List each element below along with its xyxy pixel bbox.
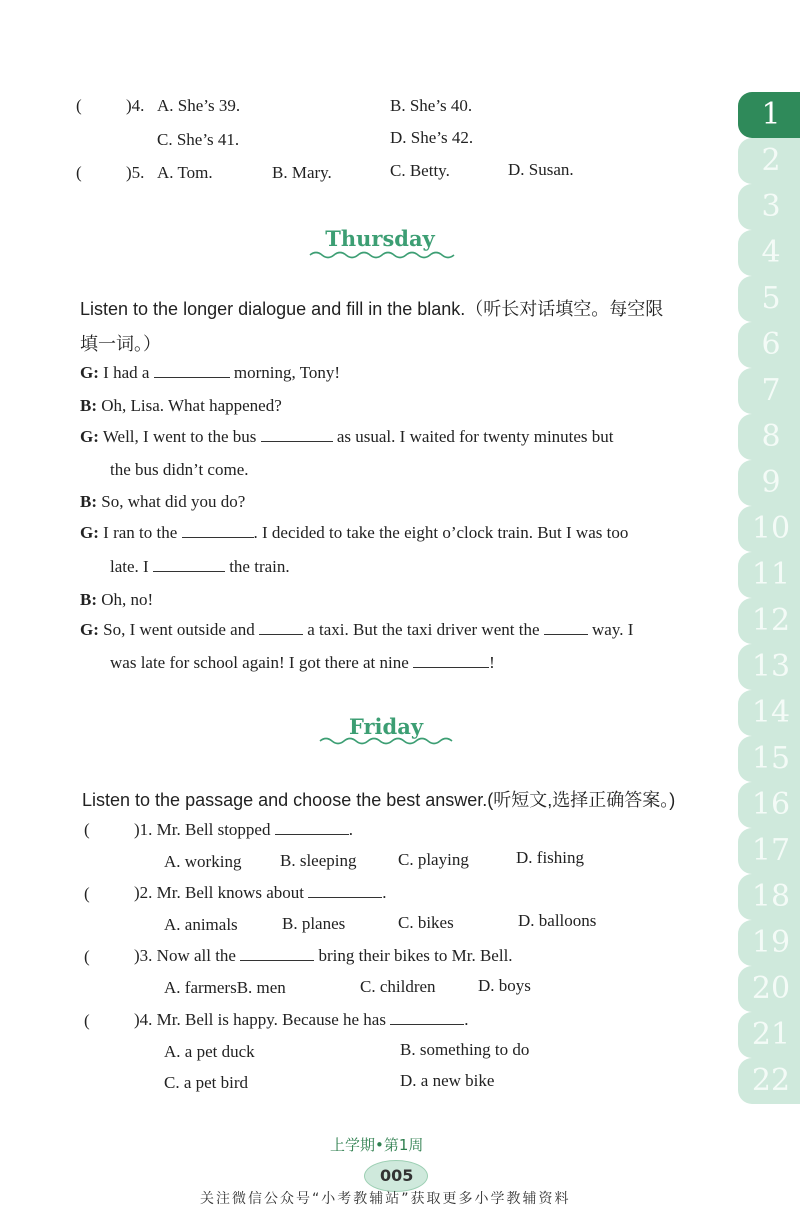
fill-blank[interactable] bbox=[275, 820, 349, 835]
option-a: A. farmersB. men bbox=[164, 978, 286, 997]
answer-paren: ( bbox=[76, 163, 82, 182]
side-tab[interactable]: 13 bbox=[738, 644, 800, 690]
dialogue-text: the bus didn’t come. bbox=[110, 460, 249, 479]
instruction: Listen to the passage and choose the best answer.(听短文,选择正确答案。) bbox=[82, 790, 676, 810]
instruction-line-1: Listen to the longer dialogue and fill in the blank.（听长对话填空。每空限 bbox=[80, 299, 664, 319]
dialogue-line bbox=[110, 653, 495, 673]
speaker: B bbox=[80, 590, 92, 609]
answer-paren: ( bbox=[84, 1011, 90, 1030]
option-d: D. fishing bbox=[516, 848, 584, 867]
option-d: D. Susan. bbox=[508, 160, 574, 179]
side-tab[interactable]: 10 bbox=[738, 506, 800, 552]
speaker: B bbox=[80, 492, 92, 511]
fill-blank[interactable] bbox=[544, 620, 588, 635]
dialogue-text: . I decided to take the eight o’clock train. But I was too bbox=[253, 523, 629, 542]
dialogue-line: B: Oh, no! bbox=[80, 590, 154, 609]
question-stem: )2. Mr. Bell knows about . bbox=[134, 883, 387, 902]
option-d: D. a new bike bbox=[400, 1071, 495, 1090]
side-tab[interactable]: 22 bbox=[738, 1058, 800, 1104]
side-tab[interactable]: 19 bbox=[738, 920, 800, 966]
dialogue-line: B: Oh, Lisa. What happened? bbox=[80, 396, 282, 415]
fill-blank[interactable] bbox=[182, 523, 254, 538]
dialogue-line: G: Well, I went to the bus as usual. I waited for twenty minutes but bbox=[80, 427, 614, 446]
question-number: )5. bbox=[126, 163, 145, 182]
option-a: A. working bbox=[164, 852, 242, 871]
side-tab[interactable]: 3 bbox=[738, 184, 800, 230]
speaker: G bbox=[80, 523, 94, 542]
option-b: B. something to do bbox=[400, 1040, 530, 1059]
side-tab[interactable]: 7 bbox=[738, 368, 800, 414]
dialogue-text: late. I bbox=[110, 557, 153, 576]
side-tab[interactable]: 16 bbox=[738, 782, 800, 828]
option-b: B. She’s 40. bbox=[390, 96, 473, 115]
dialogue-text: way. I bbox=[587, 620, 634, 639]
speaker: G bbox=[80, 620, 94, 639]
dialogue-text: So, I went outside and bbox=[103, 620, 259, 639]
option-b: B. planes bbox=[282, 914, 346, 933]
dialogue-text: I had a bbox=[103, 363, 154, 382]
footer-note: 关注微信公众号“小考教辅站”获取更多小学教辅资料 bbox=[200, 1191, 571, 1207]
side-tab[interactable]: 5 bbox=[738, 276, 800, 322]
side-tab[interactable]: 17 bbox=[738, 828, 800, 874]
fill-blank[interactable] bbox=[153, 557, 225, 572]
dialogue-text: morning, Tony! bbox=[229, 363, 341, 382]
side-tab[interactable]: 9 bbox=[738, 460, 800, 506]
option-b: B. Mary. bbox=[272, 163, 332, 182]
fill-blank[interactable] bbox=[308, 883, 382, 898]
option-d: D. She’s 42. bbox=[390, 128, 474, 147]
question-stem: )1. Mr. Bell stopped . bbox=[134, 820, 353, 839]
side-tab[interactable]: 20 bbox=[738, 966, 800, 1012]
option-c: C. Betty. bbox=[390, 161, 450, 180]
dialogue-text: Well, I went to the bus bbox=[102, 427, 261, 446]
dialogue-line: G: I had a morning, Tony! bbox=[80, 363, 341, 382]
speaker: G bbox=[80, 363, 94, 382]
instruction-line-2: 填一词。） bbox=[80, 334, 161, 354]
fill-blank[interactable] bbox=[154, 363, 230, 378]
dialogue-text: So, what did you do? bbox=[101, 492, 246, 511]
option-b: B. sleeping bbox=[280, 851, 357, 870]
option-d: D. balloons bbox=[518, 911, 597, 930]
dialogue-line: B: So, what did you do? bbox=[80, 492, 246, 511]
option-c: C. children bbox=[360, 977, 436, 996]
fill-blank[interactable] bbox=[259, 620, 303, 635]
option-a: A. a pet duck bbox=[164, 1042, 255, 1061]
page-number: 005 bbox=[380, 1166, 414, 1185]
section-title-thursday: Thursday bbox=[325, 226, 435, 251]
fill-blank[interactable] bbox=[413, 653, 489, 668]
title-underline-wave bbox=[308, 250, 456, 260]
side-tab[interactable]: 21 bbox=[738, 1012, 800, 1058]
question-stem: )4. Mr. Bell is happy. Because he has . bbox=[134, 1010, 469, 1029]
speaker: G bbox=[80, 427, 94, 446]
dialogue-text: a taxi. But the taxi driver went the bbox=[302, 620, 544, 639]
side-tab[interactable]: 1 bbox=[738, 92, 800, 138]
option-a: A. Tom. bbox=[157, 163, 213, 182]
answer-paren: ( bbox=[84, 884, 90, 903]
side-tab[interactable]: 15 bbox=[738, 736, 800, 782]
answer-paren: ( bbox=[84, 947, 90, 966]
fill-blank[interactable] bbox=[261, 427, 333, 442]
section-title-friday: Friday bbox=[348, 714, 424, 739]
dialogue-text: Oh, no! bbox=[101, 590, 154, 609]
side-tab[interactable]: 12 bbox=[738, 598, 800, 644]
option-a: A. animals bbox=[164, 915, 238, 934]
side-tab[interactable]: 2 bbox=[738, 138, 800, 184]
side-tab[interactable]: 18 bbox=[738, 874, 800, 920]
side-tab[interactable]: 11 bbox=[738, 552, 800, 598]
dialogue-text: the train. bbox=[224, 557, 290, 576]
fill-blank[interactable] bbox=[390, 1010, 464, 1025]
dialogue-line: G: I ran to the . I decided to take the eight o’clock train. But I was too bbox=[80, 523, 629, 542]
question-stem: )3. Now all the bring their bikes to Mr. Bell. bbox=[134, 946, 513, 965]
fill-blank[interactable] bbox=[240, 946, 314, 961]
dialogue-text: was late for school again! I got there at nine bbox=[110, 653, 414, 672]
question-number: )4. bbox=[126, 96, 145, 115]
dialogue-text: ! bbox=[489, 653, 495, 672]
speaker: B bbox=[80, 396, 92, 415]
side-tab[interactable]: 4 bbox=[738, 230, 800, 276]
dialogue-line bbox=[110, 460, 249, 480]
option-c: C. She’s 41. bbox=[157, 130, 240, 149]
option-c: C. playing bbox=[398, 850, 469, 869]
dialogue-text: I ran to the bbox=[103, 523, 182, 542]
dialogue-line: G: So, I went outside and a taxi. But the taxi driver went the way. I bbox=[80, 620, 634, 639]
answer-paren: ( bbox=[76, 96, 82, 115]
option-a: A. She’s 39. bbox=[157, 96, 241, 115]
answer-paren: ( bbox=[84, 820, 90, 839]
option-c: C. bikes bbox=[398, 913, 454, 932]
title-underline-wave bbox=[318, 736, 456, 746]
footer-label: 上学期•第1周 bbox=[330, 1136, 424, 1154]
dialogue-line bbox=[110, 557, 290, 577]
side-tab[interactable]: 14 bbox=[738, 690, 800, 736]
option-d: D. boys bbox=[478, 976, 531, 995]
dialogue-text: as usual. I waited for twenty minutes but bbox=[332, 427, 614, 446]
side-tab[interactable]: 8 bbox=[738, 414, 800, 460]
option-c: C. a pet bird bbox=[164, 1073, 249, 1092]
dialogue-text: Oh, Lisa. What happened? bbox=[101, 396, 282, 415]
side-tab[interactable]: 6 bbox=[738, 322, 800, 368]
